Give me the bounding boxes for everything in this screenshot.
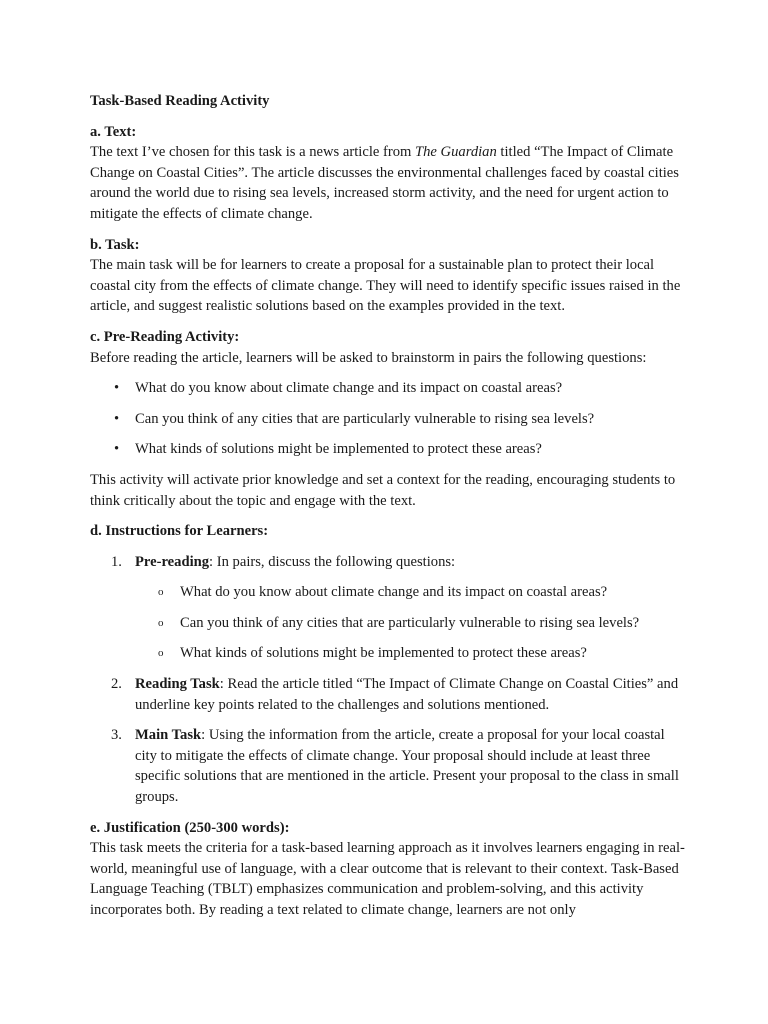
step-number: 1. bbox=[111, 553, 122, 570]
section-text bbox=[90, 122, 690, 225]
section-heading-justification: e. Justification (250-300 words): bbox=[90, 819, 290, 836]
list-item: o Can you think of any cities that are particularly vulnerable to rising sea levels? bbox=[135, 613, 690, 634]
step-text: : In pairs, discuss the following questions: bbox=[209, 553, 456, 570]
section-heading-instructions: d. Instructions for Learners: bbox=[90, 523, 269, 540]
list-item: o What kinds of solutions might be implemented to protect these areas? bbox=[135, 643, 690, 664]
list-item: • Can you think of any cities that are particularly vulnerable to rising sea levels? bbox=[90, 409, 690, 430]
section-justification bbox=[90, 818, 690, 921]
section-instructions bbox=[90, 521, 690, 808]
section-text-body-end: titled “The Impact of Climate Change on Coastal Cities”. The article discusses the environmental challenges faced by coastal cities around the world due to rising sea levels, increased storm activity, and the need for urgent action to mitigate the effects of climate change. bbox=[90, 144, 679, 222]
instruction-step-3 bbox=[90, 725, 690, 807]
justification-body: This task meets the criteria for a task-based learning approach as it involves learners engaging in real-world, meaningful use of language, with a clear outcome that is relevant to their context. Task-Based Language Teaching (TBLT) emphasizes communication and problem-solving, and this activity incorporates both. By reading a text related to climate change, learners are not only bbox=[90, 840, 685, 918]
step-text: : Using the information from the article, create a proposal for your local coastal city to mitigate the effects of climate change. Your proposal should include at least three specific solutions that are mentioned in the article. Present your proposal to the class in small groups. bbox=[135, 727, 679, 806]
pre-reading-intro: Before reading the article, learners will be asked to brainstorm in pairs the following questions: bbox=[90, 349, 647, 366]
circle-bullet-icon: o bbox=[158, 616, 164, 629]
section-heading-pre-reading: c. Pre-Reading Activity: bbox=[90, 328, 240, 345]
step-text: : Read the article titled “The Impact of Climate Change on Coastal Cities” and underline key points related to the challenges and solutions mentioned. bbox=[135, 676, 679, 713]
instruction-step-1 bbox=[90, 552, 690, 664]
section-task-body: The main task will be for learners to create a proposal for a sustainable plan to protect their local coastal city from the effects of climate change. They will need to identify specific issues raised in the article, and suggest realistic solutions based on the examples provided in the text. bbox=[90, 257, 681, 315]
instruction-step-2 bbox=[90, 674, 690, 715]
step-number: 3. bbox=[111, 727, 122, 744]
section-heading-text: a. Text: bbox=[90, 123, 137, 140]
list-item: o What do you know about climate change and its impact on coastal areas? bbox=[135, 582, 690, 603]
discussion-question-list bbox=[135, 582, 690, 664]
section-heading-task: b. Task: bbox=[90, 236, 140, 253]
section-pre-reading bbox=[90, 327, 690, 511]
document-page bbox=[90, 91, 690, 931]
list-item: • What do you know about climate change and its impact on coastal areas? bbox=[90, 378, 690, 399]
step-lead: Pre-reading bbox=[135, 553, 210, 570]
circle-bullet-icon: o bbox=[158, 647, 164, 660]
list-item: • What kinds of solutions might be implemented to protect these areas? bbox=[90, 439, 690, 460]
bullet-icon: • bbox=[114, 410, 120, 427]
circle-bullet-icon: o bbox=[158, 586, 164, 599]
bullet-icon: • bbox=[114, 441, 120, 458]
section-text-body-start: The text I’ve chosen for this task is a news article from bbox=[90, 144, 416, 161]
step-lead: Main Task bbox=[135, 727, 202, 744]
section-text-body bbox=[90, 142, 690, 224]
publication-name: The Guardian bbox=[415, 144, 497, 161]
section-task bbox=[90, 235, 690, 317]
pre-reading-question-list bbox=[90, 378, 690, 460]
step-lead: Reading Task bbox=[135, 676, 220, 693]
step-number: 2. bbox=[111, 676, 122, 693]
bullet-icon: • bbox=[114, 380, 120, 397]
document-title: Task-Based Reading Activity bbox=[90, 93, 270, 109]
instruction-steps bbox=[90, 552, 690, 808]
pre-reading-outro: This activity will activate prior knowledge and set a context for the reading, encouraging students to think critically about the topic and engage with the text. bbox=[90, 471, 676, 509]
